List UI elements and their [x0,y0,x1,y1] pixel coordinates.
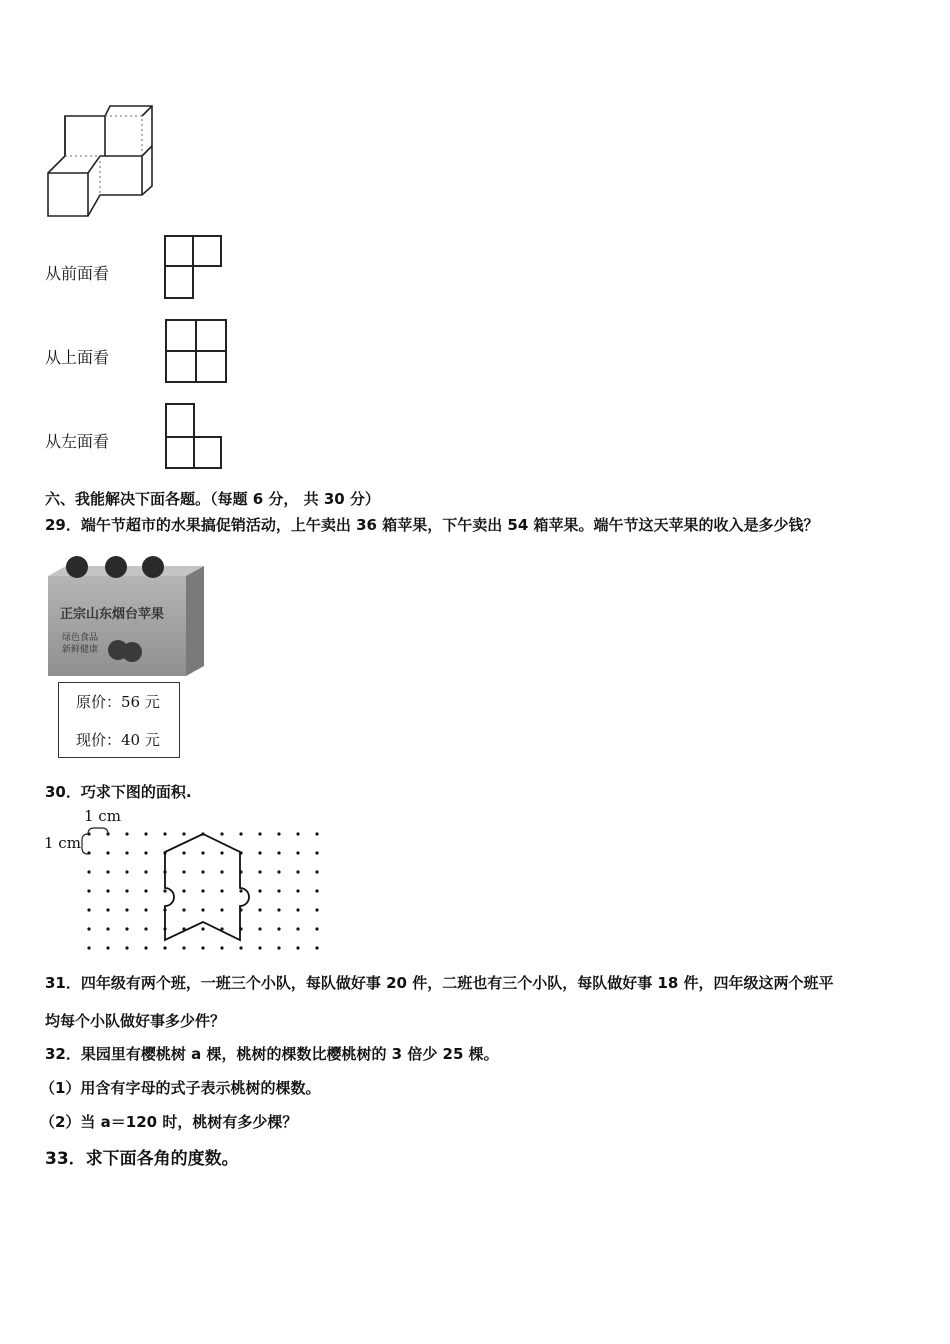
grid-dot [163,889,166,892]
grid-dot [296,889,299,892]
grid-dot [182,870,185,873]
grid-dot [277,908,280,911]
section-title: 六、我能解决下面各题。（每题 6 分， 共 30 分） [45,490,380,508]
grid-dot [144,870,147,873]
dot-grid [87,832,318,949]
question-31-line2: 均每个小队做好事多少件？ [45,1012,226,1030]
grid-dot [296,908,299,911]
question-32-part1: （1）用含有字母的式子表示桃树的棵数。 [40,1079,321,1097]
grid-dot [87,870,90,873]
grid-dot [125,851,128,854]
grid-dot [220,832,223,835]
grid-dot [106,889,109,892]
grid-dot [144,889,147,892]
grid-dot [239,946,242,949]
grid-dot [144,927,147,930]
grid-dot [315,889,318,892]
grid-dot [258,908,261,911]
view-label-top: 从上面看 [45,348,110,367]
grid-dot [220,870,223,873]
grid-dot [296,946,299,949]
cube-solid-figure [40,98,165,223]
grid-dot [182,851,185,854]
grid-dot [315,927,318,930]
grid-dot [258,889,261,892]
grid-dot [201,927,204,930]
unit-label-left: 1 cm [44,834,81,852]
question-29: 29．端午节超市的水果搞促销活动，上午卖出 36 箱苹果，下午卖出 54 箱苹果。端午节这天苹果的收入是多少钱？ [45,516,819,534]
unit-label-top: 1 cm [84,807,121,825]
grid-dot [239,832,242,835]
grid-dot [296,851,299,854]
grid-dot [315,851,318,854]
grid-dot [125,908,128,911]
grid-dot [220,908,223,911]
grid-dot [125,870,128,873]
grid-dot [106,851,109,854]
grid-dot [125,927,128,930]
grid-dot [220,946,223,949]
grid-dot [106,927,109,930]
view-label-left: 从左面看 [45,432,110,451]
price-original: 原价：56 元 [76,693,160,711]
grid-dot [163,946,166,949]
price-now: 现价：40 元 [76,731,160,749]
grid-dot [258,870,261,873]
grid-dot [315,870,318,873]
grid-dot [182,889,185,892]
grid-dot [144,946,147,949]
grid-dot [182,908,185,911]
top-view-figure [163,318,229,384]
grid-dot [258,832,261,835]
question-31-line1: 31．四年级有两个班，一班三个小队，每队做好事 20 件，二班也有三个小队，每队做好事 18 件，四年级这两个班平 [45,974,834,992]
question-32-part2: （2）当 a＝120 时，桃树有多少棵？ [40,1113,298,1131]
grid-dot [144,832,147,835]
grid-dot [239,889,242,892]
apple-box-illustration [44,552,206,678]
grid-dot [144,908,147,911]
grid-dot [106,908,109,911]
front-view-figure [163,234,225,300]
grid-dot [296,832,299,835]
grid-dot [201,946,204,949]
grid-dot [144,851,147,854]
grid-dot [201,851,204,854]
grid-dot [277,832,280,835]
grid-dot [277,927,280,930]
grid-dot [125,946,128,949]
grid-dot [220,851,223,854]
grid-dot [258,851,261,854]
grid-dot [201,908,204,911]
grid-dot [277,851,280,854]
grid-dot [258,927,261,930]
question-33: 33．求下面各角的度数。 [45,1149,239,1169]
box-subtitle-1: 绿色食品 [62,633,99,643]
grid-dot [220,889,223,892]
left-view-figure [163,402,225,470]
grid-dot [201,889,204,892]
grid-dot [201,870,204,873]
grid-dot [182,946,185,949]
box-subtitle-2: 新鲜健康 [62,645,99,655]
grid-dot [315,946,318,949]
grid-dot [315,908,318,911]
grid-dot [315,832,318,835]
grid-dot [87,946,90,949]
grid-dot [258,946,261,949]
grid-dot [277,946,280,949]
price-box [58,682,180,758]
puzzle-shape-outline [165,834,249,940]
box-title: 正宗山东烟台苹果 [60,607,165,622]
grid-dot [163,832,166,835]
grid-dot [106,946,109,949]
question-30: 30．巧求下图的面积. [45,783,192,801]
grid-dot [277,870,280,873]
unit-brace-left [82,834,88,854]
grid-dot [87,908,90,911]
grid-dot [277,889,280,892]
unit-brace-top [88,828,108,834]
dot-grid-shape-figure [80,826,330,948]
grid-dot [87,927,90,930]
grid-dot [125,889,128,892]
question-32: 32．果园里有樱桃树 a 棵，桃树的棵数比樱桃树的 3 倍少 25 棵。 [45,1045,499,1063]
grid-dot [296,927,299,930]
view-label-front: 从前面看 [45,264,110,283]
grid-dot [106,870,109,873]
grid-dot [182,832,185,835]
grid-dot [87,889,90,892]
grid-dot [125,832,128,835]
grid-dot [296,870,299,873]
